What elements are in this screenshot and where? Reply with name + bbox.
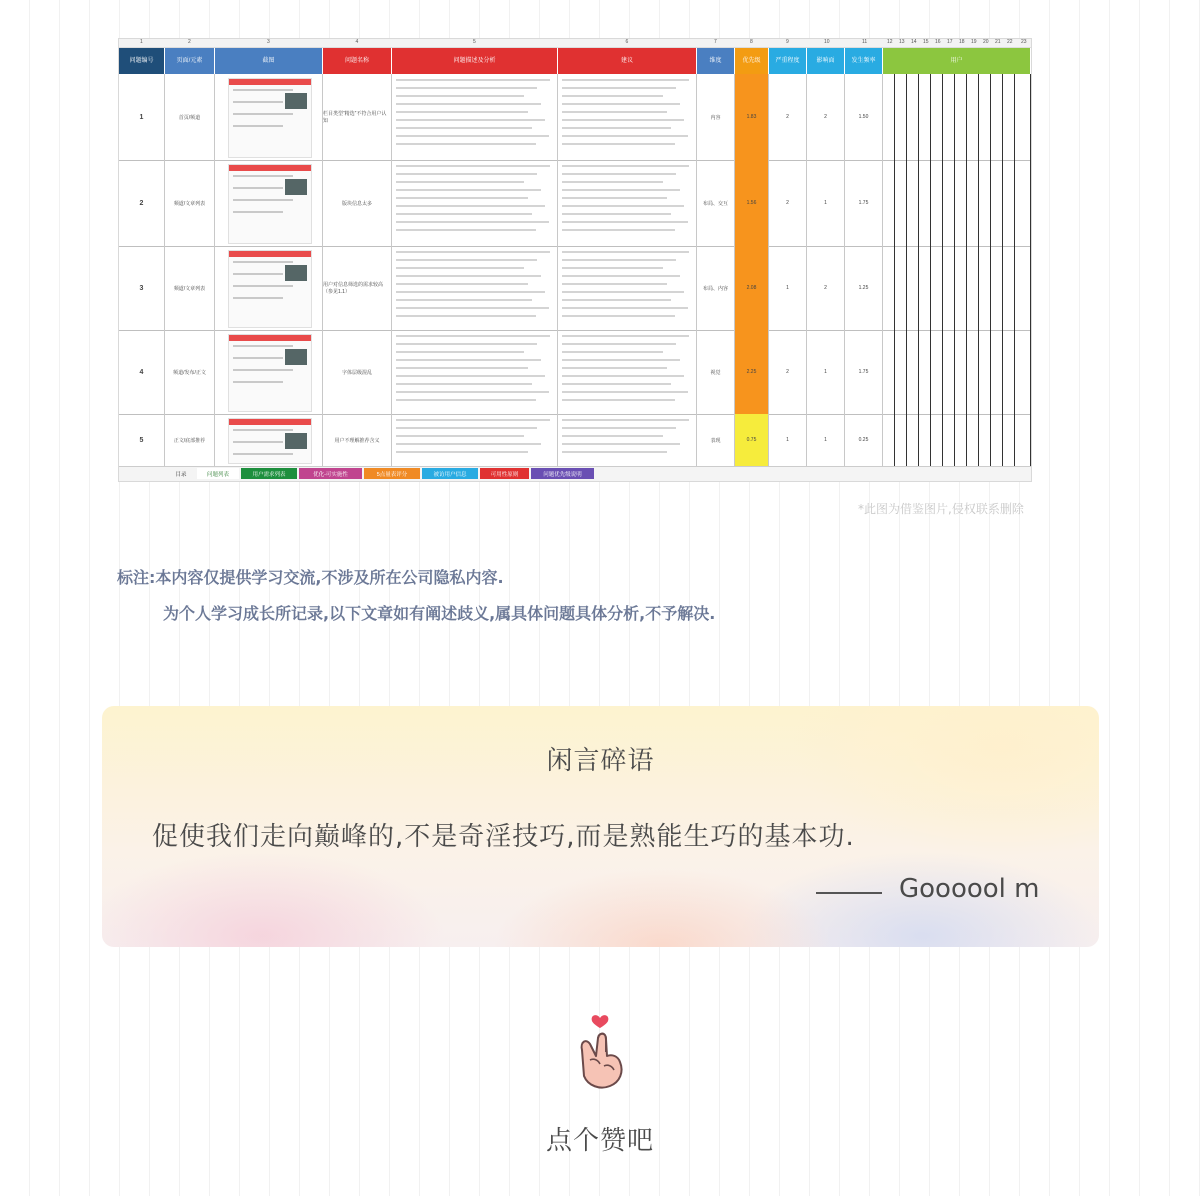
text-line	[562, 251, 689, 253]
table-cell	[392, 74, 558, 160]
user-cell	[943, 160, 955, 246]
screenshot-thumbnail	[228, 334, 312, 412]
sheet-tab[interactable]: 问题列表	[197, 468, 239, 479]
text-line	[396, 87, 537, 89]
text-line	[562, 267, 663, 269]
table-cell: 2	[807, 246, 845, 330]
text-line	[562, 259, 676, 261]
screenshot-thumbnail	[228, 164, 312, 244]
user-cell	[955, 330, 967, 414]
text-line	[562, 367, 667, 369]
sheet-tab[interactable]: 目录	[167, 468, 195, 479]
like-label: 点个赞吧	[545, 1126, 654, 1156]
table-cell	[215, 330, 323, 414]
user-cell	[967, 414, 979, 466]
text-line	[396, 229, 536, 231]
table-cell: 1	[807, 160, 845, 246]
text-line	[396, 275, 541, 277]
text-line	[562, 307, 688, 309]
text-line	[396, 451, 528, 453]
table-cell	[558, 414, 697, 466]
text-line	[562, 127, 671, 129]
text-line	[396, 103, 541, 105]
text-line	[396, 391, 549, 393]
text-line	[562, 165, 689, 167]
text-line	[396, 283, 528, 285]
user-cell	[1003, 74, 1015, 160]
user-cell	[895, 74, 907, 160]
text-line	[396, 375, 545, 377]
text-line	[562, 213, 671, 215]
text-line	[562, 181, 663, 183]
sheet-tab[interactable]: 问题优先级说明	[531, 468, 594, 479]
table-cell	[392, 414, 558, 466]
column-number: 9	[786, 39, 789, 45]
user-cell	[967, 246, 979, 330]
column-number: 18	[959, 39, 965, 45]
column-number: 22	[1007, 39, 1013, 45]
header-cell: 影响面	[807, 48, 845, 74]
user-cell	[1003, 160, 1015, 246]
table-cell: 用户不理解推荐含义	[323, 414, 392, 466]
table-row	[119, 160, 1031, 247]
text-line	[396, 213, 532, 215]
text-line	[562, 87, 676, 89]
table-row	[119, 330, 1031, 415]
user-cell	[919, 330, 931, 414]
user-cell	[1003, 330, 1015, 414]
sheet-tab[interactable]: 优化-可实施性	[299, 468, 362, 479]
user-cell	[907, 74, 919, 160]
column-number: 8	[750, 39, 753, 45]
text-line	[396, 359, 541, 361]
table-cell	[215, 414, 323, 466]
user-cell	[883, 330, 895, 414]
user-cell	[919, 246, 931, 330]
table-cell: 0.25	[845, 414, 883, 466]
table-cell: 4	[119, 330, 165, 414]
header-cell: 建议	[558, 48, 697, 74]
user-cell	[1003, 246, 1015, 330]
sheet-tab[interactable]: 5点量表评分	[364, 468, 420, 479]
user-cell	[883, 160, 895, 246]
text-line	[562, 451, 667, 453]
text-line	[562, 419, 689, 421]
user-cell	[943, 74, 955, 160]
user-cell	[907, 414, 919, 466]
table-cell	[392, 330, 558, 414]
user-cell	[991, 414, 1003, 466]
column-number: 15	[923, 39, 929, 45]
user-cell	[895, 160, 907, 246]
table-cell	[558, 246, 697, 330]
text-line	[562, 229, 675, 231]
table-cell: 1.75	[845, 330, 883, 414]
table-cell	[558, 74, 697, 160]
table-cell: 3	[119, 246, 165, 330]
table-cell: 5	[119, 414, 165, 466]
table-cell	[215, 74, 323, 160]
text-line	[562, 275, 680, 277]
text-line	[562, 383, 671, 385]
text-line	[396, 173, 537, 175]
note-line-2: 为个人学习成长所记录,以下文章如有阐述歧义,属具体问题具体分析,不予解决.	[163, 604, 716, 623]
user-cell	[979, 74, 991, 160]
user-cell	[931, 414, 943, 466]
table-row	[119, 414, 1031, 467]
column-number: 13	[899, 39, 905, 45]
table-cell: 布局、内容	[697, 246, 735, 330]
user-cell	[883, 74, 895, 160]
table-cell: 0.75	[735, 414, 769, 466]
spreadsheet-screenshot	[118, 38, 1032, 482]
table-cell: 2.08	[735, 246, 769, 330]
user-cell	[895, 330, 907, 414]
user-cell	[883, 414, 895, 466]
column-number: 19	[971, 39, 977, 45]
text-line	[396, 205, 545, 207]
watermark: *此图为借鉴图片,侵权联系删除	[858, 502, 1024, 516]
text-line	[562, 443, 680, 445]
table-cell: 内容	[697, 74, 735, 160]
table-cell: 频道/发布/正文	[165, 330, 215, 414]
table-cell: 频道/文章列表	[165, 160, 215, 246]
table-cell: 2	[119, 160, 165, 246]
column-number: 4	[355, 39, 359, 45]
table-cell: 2	[769, 330, 807, 414]
text-line	[396, 119, 545, 121]
text-line	[562, 335, 689, 337]
table-cell	[558, 330, 697, 414]
text-line	[562, 111, 667, 113]
text-line	[562, 291, 684, 293]
text-line	[562, 359, 680, 361]
column-number: 17	[947, 39, 953, 45]
table-cell: 1.75	[845, 160, 883, 246]
user-cell	[895, 246, 907, 330]
text-line	[562, 427, 676, 429]
text-line	[562, 173, 676, 175]
column-numbers	[119, 39, 1031, 48]
user-cell	[883, 246, 895, 330]
column-number: 2	[188, 39, 191, 45]
table-cell	[392, 246, 558, 330]
header-cell: 问题编号	[119, 48, 165, 74]
table-cell: 字体层级混乱	[323, 330, 392, 414]
header-cell: 问题名称	[323, 48, 392, 74]
user-cell	[1015, 74, 1031, 160]
user-cell	[1015, 246, 1031, 330]
table-cell: 布局、交互	[697, 160, 735, 246]
user-cell	[955, 74, 967, 160]
text-line	[396, 291, 545, 293]
text-line	[562, 435, 663, 437]
table-row	[119, 74, 1031, 161]
user-cell	[991, 160, 1003, 246]
screenshot-thumbnail	[228, 78, 312, 158]
text-line	[396, 95, 524, 97]
text-line	[396, 135, 549, 137]
user-cell	[907, 330, 919, 414]
column-number: 21	[995, 39, 1001, 45]
table-cell: 版块信息太多	[323, 160, 392, 246]
text-line	[396, 315, 536, 317]
text-line	[396, 351, 524, 353]
table-cell: 1.25	[845, 246, 883, 330]
header-cell: 严重程度	[769, 48, 807, 74]
text-line	[396, 335, 550, 337]
text-line	[562, 351, 663, 353]
column-number: 1	[140, 39, 143, 45]
text-line	[396, 143, 536, 145]
user-cell	[943, 414, 955, 466]
table-cell: 1.83	[735, 74, 769, 160]
text-line	[562, 95, 663, 97]
text-line	[562, 299, 671, 301]
user-cell	[955, 246, 967, 330]
header-cell: 用户	[883, 48, 1031, 74]
user-cell	[931, 330, 943, 414]
text-line	[562, 343, 676, 345]
table-row	[119, 246, 1031, 331]
user-cell	[895, 414, 907, 466]
text-line	[562, 143, 675, 145]
column-number: 5	[473, 39, 476, 45]
table-cell	[215, 246, 323, 330]
user-cell	[931, 246, 943, 330]
text-line	[396, 251, 550, 253]
text-line	[562, 315, 675, 317]
text-line	[396, 383, 532, 385]
text-line	[396, 197, 528, 199]
text-line	[396, 189, 541, 191]
text-line	[396, 299, 532, 301]
text-line	[396, 399, 536, 401]
header-cell: 优先级	[735, 48, 769, 74]
user-cell	[979, 160, 991, 246]
user-cell	[919, 160, 931, 246]
table-cell: 用户对信息筛选的需求较高（参见1.1）	[323, 246, 392, 330]
quote-author: Goooool m	[899, 874, 1040, 904]
quote-text: 促使我们走向巅峰的,不是奇淫技巧,而是熟能生巧的基本功.	[152, 822, 855, 852]
text-line	[396, 79, 550, 81]
text-line	[562, 103, 680, 105]
user-cell	[919, 74, 931, 160]
column-number: 14	[911, 39, 917, 45]
table-cell: 1	[119, 74, 165, 160]
text-line	[562, 283, 667, 285]
user-cell	[967, 74, 979, 160]
column-number: 7	[714, 39, 717, 45]
text-line	[396, 127, 532, 129]
header-cell: 页面/元素	[165, 48, 215, 74]
quote-card	[102, 706, 1099, 947]
table-cell: 首页/频道	[165, 74, 215, 160]
column-number: 6	[625, 39, 629, 45]
text-line	[562, 375, 684, 377]
user-cell	[967, 160, 979, 246]
user-cell	[907, 246, 919, 330]
user-cell	[991, 74, 1003, 160]
finger-heart-icon[interactable]	[560, 1012, 640, 1092]
table-cell: 表现	[697, 414, 735, 466]
user-cell	[979, 246, 991, 330]
user-cell	[991, 246, 1003, 330]
column-number: 23	[1021, 39, 1027, 45]
user-cell	[967, 330, 979, 414]
table-cell: 视觉	[697, 330, 735, 414]
table-cell: 1	[807, 414, 845, 466]
text-line	[396, 221, 549, 223]
table-cell: 1	[769, 414, 807, 466]
user-cell	[955, 414, 967, 466]
table-cell: 2	[769, 74, 807, 160]
table-cell: 1	[769, 246, 807, 330]
text-line	[396, 181, 524, 183]
user-cell	[907, 160, 919, 246]
screenshot-thumbnail	[228, 418, 312, 464]
user-cell	[919, 414, 931, 466]
text-line	[562, 205, 684, 207]
table-cell	[215, 160, 323, 246]
user-cell	[943, 330, 955, 414]
text-line	[396, 165, 550, 167]
text-line	[562, 391, 688, 393]
header-cell: 问题描述及分析	[392, 48, 558, 74]
user-cell	[991, 330, 1003, 414]
table-cell: 2	[807, 74, 845, 160]
column-number: 3	[267, 39, 270, 45]
text-line	[562, 221, 688, 223]
user-cell	[979, 330, 991, 414]
table-cell	[392, 160, 558, 246]
text-line	[396, 267, 524, 269]
text-line	[396, 419, 550, 421]
text-line	[562, 135, 688, 137]
text-line	[562, 119, 684, 121]
user-cell	[1015, 330, 1031, 414]
table-cell: 1	[807, 330, 845, 414]
text-line	[396, 259, 537, 261]
text-line	[562, 189, 680, 191]
text-line	[396, 307, 549, 309]
table-cell: 正文/底部推荐	[165, 414, 215, 466]
user-cell	[979, 414, 991, 466]
user-cell	[931, 74, 943, 160]
table-cell: 栏目类型“精选”不符合用户认知	[323, 74, 392, 160]
table-cell: 1.56	[735, 160, 769, 246]
sheet-tab[interactable]: 可用性原则	[480, 468, 529, 479]
quote-dash	[816, 892, 882, 894]
header-cell: 截图	[215, 48, 323, 74]
column-number: 10	[824, 39, 830, 45]
text-line	[396, 111, 528, 113]
text-line	[396, 443, 541, 445]
text-line	[562, 79, 689, 81]
text-line	[396, 367, 528, 369]
table-cell	[558, 160, 697, 246]
column-number: 20	[983, 39, 989, 45]
screenshot-thumbnail	[228, 250, 312, 328]
header-cell: 维度	[697, 48, 735, 74]
user-cell	[1015, 160, 1031, 246]
table-cell: 2.25	[735, 330, 769, 414]
sheet-tab[interactable]: 用户需求列表	[241, 468, 297, 479]
user-cell	[943, 246, 955, 330]
sheet-tabs	[119, 466, 1031, 481]
user-cell	[931, 160, 943, 246]
column-number: 11	[862, 39, 868, 45]
quote-title: 闲言碎语	[546, 746, 655, 776]
column-number: 16	[935, 39, 941, 45]
header-cell: 发生频率	[845, 48, 883, 74]
text-line	[562, 197, 667, 199]
user-cell	[1003, 414, 1015, 466]
user-cell	[1015, 414, 1031, 466]
text-line	[396, 343, 537, 345]
note-line-1: 标注:本内容仅提供学习交流,不涉及所在公司隐私内容.	[117, 568, 504, 587]
table-cell: 2	[769, 160, 807, 246]
column-number: 12	[887, 39, 893, 45]
text-line	[396, 435, 524, 437]
sheet-tab[interactable]: 被访用户信息	[422, 468, 478, 479]
text-line	[562, 399, 675, 401]
user-cell	[955, 160, 967, 246]
text-line	[396, 427, 537, 429]
table-cell: 1.50	[845, 74, 883, 160]
table-cell: 频道/文章列表	[165, 246, 215, 330]
